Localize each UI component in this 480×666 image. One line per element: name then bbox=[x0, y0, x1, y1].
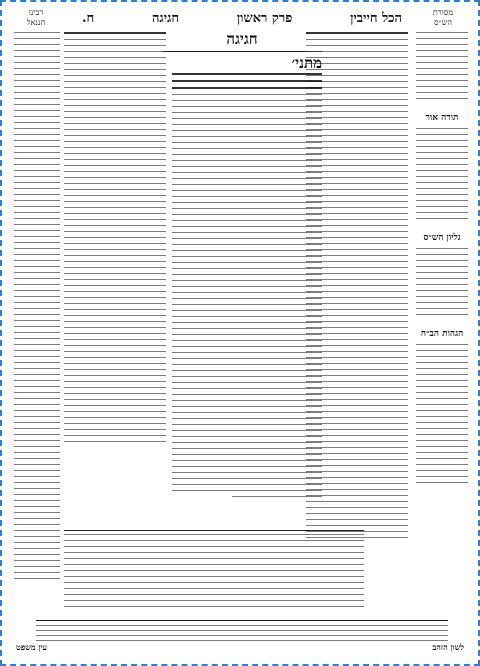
running-header bbox=[82, 10, 402, 26]
hagahot-habach-heading: הגהות הב״ח bbox=[420, 329, 464, 339]
torah-or-heading: תורה אור bbox=[425, 113, 459, 123]
header-folio: ח. bbox=[82, 11, 95, 26]
tosafot-commentary-column bbox=[64, 32, 166, 502]
lower-commentary-block bbox=[64, 534, 364, 612]
lower-section-divider bbox=[64, 530, 364, 531]
header-masoret-label: מסורת הש״ס bbox=[432, 8, 454, 27]
mishnah-opening-word: מתני׳ bbox=[291, 54, 322, 72]
footer-label-left: עין משפט bbox=[16, 642, 48, 652]
main-text-heading: חגיגה bbox=[162, 30, 322, 52]
left-margin-column bbox=[14, 32, 60, 622]
gilyon-hashas-heading: גליון הש״ס bbox=[423, 233, 461, 243]
gemara-main-text bbox=[172, 54, 322, 524]
header-rabbeinu-label: רבינו חננאל bbox=[26, 8, 46, 27]
right-margin-column bbox=[416, 32, 468, 622]
header-chapter-name: הכל חייבין bbox=[350, 11, 402, 26]
footer-label-right: לשון הזהב bbox=[432, 642, 464, 652]
header-tractate: חגיגה bbox=[151, 11, 180, 26]
page-footer bbox=[36, 620, 448, 661]
header-chapter-number: פרק ראשון bbox=[236, 11, 293, 26]
